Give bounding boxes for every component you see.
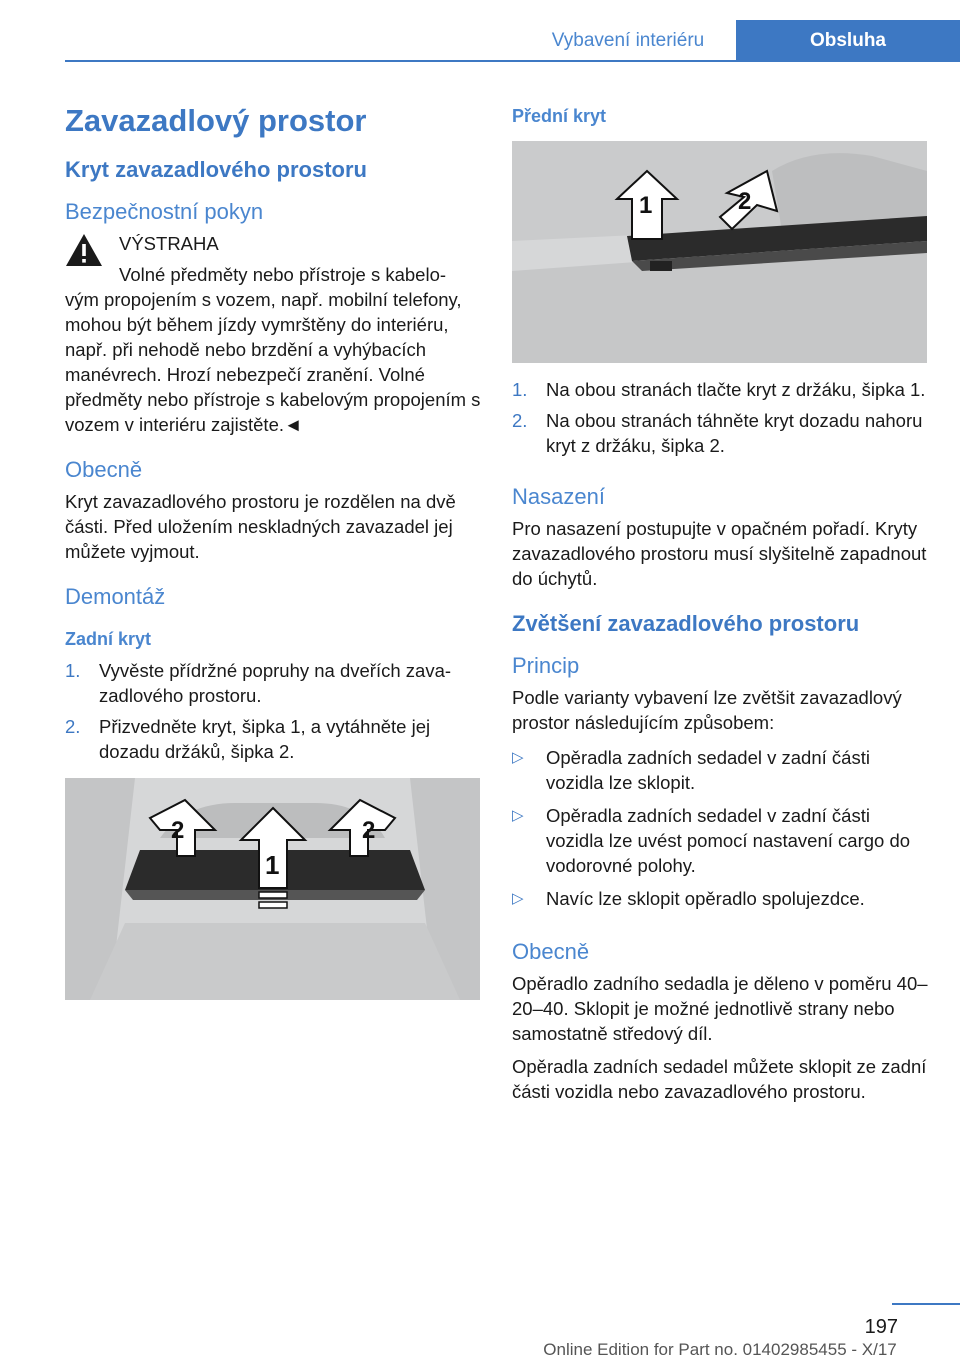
- general-heading: Obecně: [65, 457, 143, 482]
- rear-cover-drawing: [65, 778, 480, 1000]
- arrow-label-center: 1: [265, 850, 280, 880]
- rear-steps-list: [65, 658, 483, 764]
- right-column: [512, 103, 930, 1104]
- front-cover-drawing: [512, 141, 927, 363]
- page-title: Zavazadlový prostor: [65, 103, 367, 138]
- principle-text: Podle varianty vybavení lze zvětšit zavazadlový prostor následujícím způsobem:: [512, 687, 902, 733]
- front-cover-illustration: [512, 141, 927, 363]
- arrow-label-right: 2: [362, 817, 376, 844]
- general2-text-2: Opěradla zadních sedadel můžete sklopit ze zadní části vozidla nebo zavazadlového prostoru.: [512, 1056, 927, 1102]
- rear-cover-illustration: [65, 778, 480, 1000]
- header-chapter-tab[interactable]: Obsluha: [736, 20, 960, 62]
- enlarge-heading: Zvětšení zavazadlového prostoru: [512, 611, 860, 636]
- header-section-tab[interactable]: Vybavení interiéru: [551, 30, 705, 51]
- bullet-triangle-icon: ▷: [512, 749, 524, 766]
- list-item: [65, 658, 483, 708]
- list-item: [512, 803, 930, 878]
- warning-text-rest: vým propojením s vozem, např. mobilní telefony, mohou být během jízdy vymrštěny do interiéru, např. při nehodě nebo brzdění a vyhýbacích manévrech. Hrozí nebezpečí zranění. Volné předměty nebo přístroje s kabelovým propojením s vozem v interiéru zajistěte.◄: [65, 289, 481, 435]
- bullet-text: Opěradla zadních sedadel v zadní části vozidla lze uvést pomocí nastavení cargo do vodorovné polohy.: [546, 805, 911, 876]
- list-item: [512, 408, 930, 458]
- arrow-label-left: 2: [171, 817, 185, 844]
- bullet-text: Navíc lze sklopit opěradlo spolujezdce.: [546, 888, 865, 909]
- step-text: Na obou stranách táhněte kryt dozadu nahoru kryt z držáku, šipka 2.: [546, 410, 923, 456]
- warning-block: [65, 231, 483, 437]
- removal-heading: Demontáž: [65, 584, 166, 609]
- step-number: 2.: [65, 716, 81, 737]
- list-item: [512, 377, 930, 402]
- principle-heading: Princip: [512, 653, 580, 678]
- header-rule: [65, 60, 960, 62]
- page-number: 197: [864, 1316, 898, 1338]
- step-number: 1.: [65, 660, 81, 681]
- bullet-triangle-icon: ▷: [512, 890, 524, 907]
- arrow-label-1: 1: [639, 192, 653, 219]
- footer-edition: Online Edition for Part no. 01402985455 - X/17: [543, 1340, 897, 1359]
- warning-label: VÝSTRAHA: [119, 233, 219, 254]
- front-cover-heading: Přední kryt: [512, 106, 607, 126]
- step-text: Vyvěste přídržné popruhy na dveřích zavazadlového prostoru.: [99, 660, 452, 706]
- general-text: Kryt zavazadlového prostoru je rozdělen na dvě části. Před uložením neskladných zavazadel jej můžete vyjmout.: [65, 491, 456, 562]
- list-item: [512, 745, 930, 795]
- section-title: Kryt zavazadlového prostoru: [65, 157, 367, 182]
- step-text: Přizvedněte kryt, šipka 1, a vytáhněte jej dozadu držáků, šipka 2.: [99, 716, 431, 762]
- step-text: Na obou stranách tlačte kryt z držáku, šipka 1.: [546, 379, 926, 400]
- left-column: [65, 95, 483, 1000]
- install-heading: Nasazení: [512, 484, 605, 509]
- arrow-label-2: 2: [738, 188, 752, 215]
- warning-text-first: Volné předměty nebo přístroje s kabelo-: [119, 264, 447, 285]
- bullet-text: Opěradla zadních sedadel v zadní části vozidla lze sklopit.: [546, 747, 870, 793]
- step-number: 1.: [512, 379, 528, 400]
- install-text: Pro nasazení postupujte v opačném pořadí. Kryty zavazadlového prostoru musí slyšitelně zapadnout do úchytů.: [512, 518, 927, 589]
- warning-triangle-icon: [65, 233, 103, 267]
- safety-heading: Bezpečnostní pokyn: [65, 199, 264, 224]
- step-number: 2.: [512, 410, 528, 431]
- footer-rule: [892, 1303, 960, 1305]
- options-list: [512, 745, 930, 911]
- list-item: [65, 714, 483, 764]
- general2-text-1: Opěradlo zadního sedadla je děleno v poměru 40–20–40. Sklopit je možné jednotlivě strany nebo samostatně středový díl.: [512, 973, 928, 1044]
- list-item: [512, 886, 930, 911]
- bullet-triangle-icon: ▷: [512, 807, 524, 824]
- rear-cover-heading: Zadní kryt: [65, 629, 152, 649]
- general2-heading: Obecně: [512, 939, 590, 964]
- front-steps-list: [512, 377, 930, 458]
